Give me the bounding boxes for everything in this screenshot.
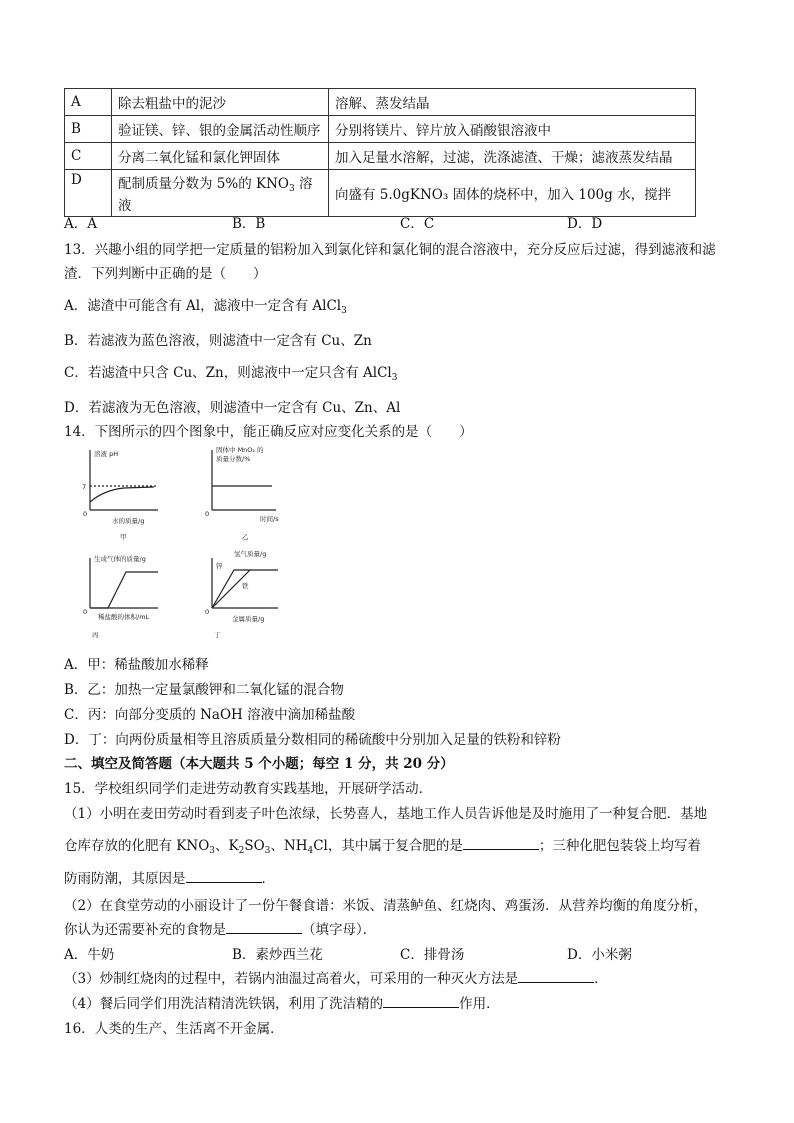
- purpose-text: 溶液: [118, 176, 313, 214]
- table-row: [65, 89, 696, 116]
- graph-ding-line1-label: 锌: [216, 562, 223, 570]
- row-purpose: 除去粗盐中的泥沙: [112, 89, 329, 116]
- purpose-text: 配制质量分数为 5%的 KNO: [118, 176, 289, 192]
- row-method: 向盛有 5.0gKNO₃ 固体的烧杯中，加入 100g 水，搅拌: [329, 170, 696, 217]
- q15-part2-option-c: C．排骨汤: [400, 947, 465, 963]
- section-title: 二、填空及简答题（本大题共 5 个小题；每空 1 分，共 20 分）: [64, 756, 454, 772]
- table-row: [65, 116, 696, 143]
- subscript: 3: [288, 184, 295, 194]
- q15-part4: [64, 992, 500, 1012]
- q14-option-d: D．丁：向两份质量相等且溶质质量分数相同的稀硫酸中分别加入足量的铁粉和锌粉: [64, 732, 561, 748]
- graph-jia-ylabel: 溶液 pH: [94, 450, 119, 458]
- graph-jia-tick: 7: [82, 483, 87, 491]
- q12-option-a: A．A: [64, 216, 97, 232]
- graph-jia-origin: 0: [83, 510, 88, 518]
- q15-part1-line3: [64, 867, 275, 887]
- q15-part2-line2: [64, 918, 376, 938]
- graph-bing-line: [90, 572, 158, 608]
- text: ．: [261, 871, 275, 887]
- graph-jia-name: 甲: [120, 533, 127, 541]
- row-method: 加入足量水溶解，过滤，洗涤滤渣、干燥；滤液蒸发结晶: [329, 143, 696, 170]
- subscript: 3: [264, 846, 271, 856]
- q14-stem: 14．下图所示的四个图象中，能正确反应对应变化关系的是（ ）: [64, 424, 473, 440]
- option-text: C．若滤渣中只含 Cu、Zn，则滤液中一定只含有 AlCl: [64, 365, 392, 381]
- q14-option-c: C．丙：向部分变质的 NaOH 溶液中滴加稀盐酸: [64, 707, 356, 723]
- q14-option-a: A．甲：稀盐酸加水稀释: [64, 657, 209, 673]
- text: 作用．: [459, 996, 500, 1012]
- text: （3）炒制红烧肉的过程中，若锅内油温过高着火，可采用的一种灭火方法是: [64, 971, 519, 987]
- row-label: C: [65, 143, 112, 170]
- answer-blank[interactable]: [383, 993, 459, 1008]
- q13-option-b: B．若滤液为蓝色溶液，则滤渣中一定含有 Cu、Zn: [64, 333, 372, 349]
- row-label: A: [65, 89, 112, 116]
- q12-option-table: [64, 88, 696, 217]
- q13-option-d: D．若滤液为无色溶液，则滤渣中一定含有 Cu、Zn、Al: [64, 400, 401, 416]
- subscript: 3: [341, 306, 347, 316]
- text: SO: [244, 838, 265, 854]
- text: ；三种化肥包装袋上均写着: [538, 838, 701, 854]
- graph-yi-ylabel2: 质量分数/%: [216, 455, 251, 463]
- graph-ding-origin: 0: [205, 608, 210, 616]
- table-row: [65, 170, 696, 217]
- q15-part2-line1: （2）在食堂劳动的小丽设计了一份午餐食谱：米饭、清蒸鲈鱼、红烧肉、鸡蛋汤．从营养均衡的角度分析，: [64, 898, 708, 914]
- text: 防雨防潮，其原因是: [64, 871, 186, 887]
- graph-bing-xlabel: 稀盐酸的体积/mL: [98, 613, 150, 621]
- answer-blank[interactable]: [226, 919, 302, 934]
- subscript: 2: [238, 846, 245, 856]
- text: 你认为还需要补充的食物是: [64, 922, 226, 938]
- row-purpose: 验证镁、锌、银的金属活动性顺序: [112, 116, 329, 143]
- answer-blank[interactable]: [518, 968, 594, 983]
- graph-ding-xlabel: 金属质量/g: [232, 615, 265, 623]
- row-label: B: [65, 116, 112, 143]
- row-purpose: [112, 170, 329, 217]
- graph-yi-xlabel: 时间/s: [260, 515, 279, 523]
- table-row: [65, 143, 696, 170]
- q13-option-c: [64, 361, 397, 383]
- row-label: D: [65, 170, 112, 217]
- graph-jia-curve: [90, 487, 154, 502]
- graph-ding-line2-label: 铁: [242, 582, 249, 590]
- graph-bing-origin: 0: [83, 608, 88, 616]
- q14-graphs: [74, 444, 304, 644]
- text: 、NH: [270, 838, 308, 854]
- q13-option-a: [64, 294, 347, 316]
- q12-option-b: B．B: [232, 216, 266, 232]
- text: Cl，其中属于复合肥的是: [313, 838, 463, 854]
- graph-ding-name: 丁: [214, 631, 221, 639]
- q12-option-c: C．C: [400, 216, 435, 232]
- q15-part1-line2: [64, 834, 701, 856]
- q16-stem: 16．人类的生产、生活离不开金属．: [64, 1021, 284, 1037]
- graph-bing-name: 丙: [92, 631, 99, 639]
- q14-option-b: B．乙：加热一定量氯酸钾和二氧化锰的混合物: [64, 682, 344, 698]
- q12-option-d: D．D: [567, 216, 603, 232]
- answer-blank[interactable]: [463, 835, 539, 850]
- q14-graphs-svg: [74, 444, 304, 644]
- q15-part2-option-a: A．牛奶: [64, 947, 115, 963]
- q13-stem-line2: 渣．下列判断中正确的是（ ）: [64, 266, 267, 282]
- row-purpose: 分离二氧化锰和氯化钾固体: [112, 143, 329, 170]
- graph-jia-xlabel: 水的质量/g: [112, 517, 145, 525]
- subscript: 3: [391, 373, 398, 383]
- q13-stem-line1: 13．兴趣小组的同学把一定质量的铝粉加入到氯化锌和氯化铜的混合溶液中，充分反应后过滤，得到滤液和滤: [64, 242, 716, 258]
- graph-yi-name: 乙: [242, 533, 249, 541]
- graph-ding-ylabel: 氢气质量/g: [234, 550, 267, 558]
- q15-part3: [64, 967, 608, 987]
- q15-stem: 15．学校组织同学们走进劳动教育实践基地，开展研学活动．: [64, 781, 433, 797]
- text: 、K: [215, 838, 239, 854]
- option-text: A．滤渣中可能含有 Al，滤液中一定含有 AlCl: [64, 298, 342, 314]
- graph-yi-origin: 0: [205, 510, 210, 518]
- text: （填字母）．: [302, 922, 377, 938]
- subscript: 3: [209, 846, 215, 856]
- q15-part2-option-b: B．素炒西兰花: [232, 947, 323, 963]
- graph-bing-ylabel: 生成气体的质量/g: [94, 555, 146, 563]
- subscript: 4: [307, 846, 314, 856]
- graph-yi-ylabel1: 固体中 MnO₂ 的: [216, 446, 264, 454]
- text: 仓库存放的化肥有 KNO: [64, 838, 210, 854]
- text: ．: [594, 971, 608, 987]
- text: （4）餐后同学们用洗洁精清洗铁锅，利用了洗洁精的: [64, 996, 384, 1012]
- q15-part2-option-d: D．小米粥: [567, 947, 632, 963]
- q15-part1-line1: （1）小明在麦田劳动时看到麦子叶色浓绿，长势喜人，基地工作人员告诉他是及时施用了一种复合肥．基地: [64, 806, 708, 822]
- answer-blank[interactable]: [186, 868, 262, 883]
- row-method: 分别将镁片、锌片放入硝酸银溶液中: [329, 116, 696, 143]
- row-method: 溶解、蒸发结晶: [329, 89, 696, 116]
